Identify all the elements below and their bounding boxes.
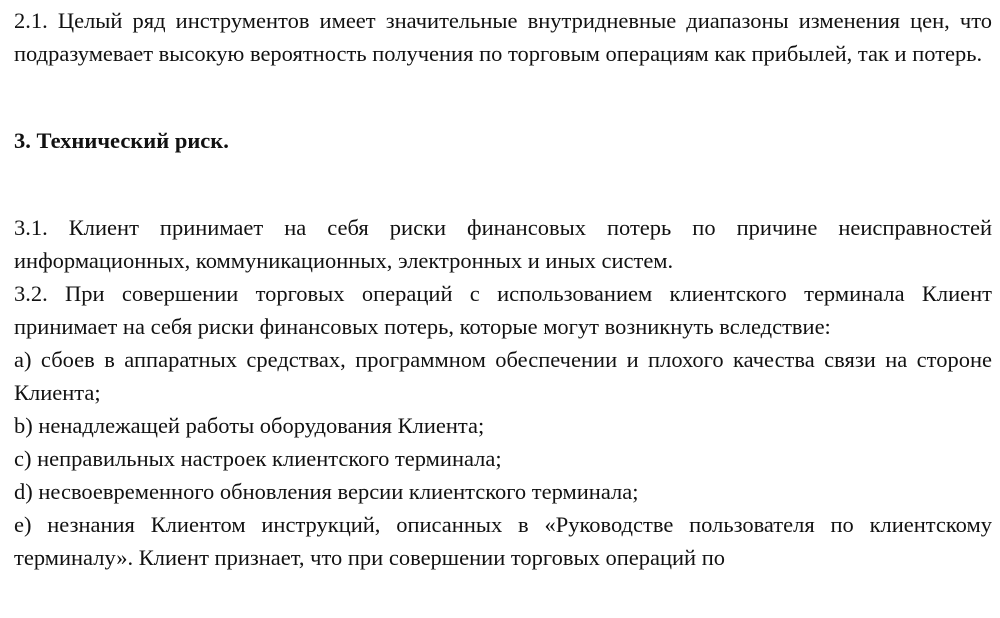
list-item-b: b) ненадлежащей работы оборудования Клиента;	[14, 413, 485, 438]
document-body	[14, 4, 992, 574]
list-item-e: e) незнания Клиентом инструкций, описанных в «Руководстве пользователя по клиентскому терминалу». Клиент признает, что при совершении торговых операций по	[14, 512, 992, 570]
list-item-d: d) несвоевременного обновления версии клиентского терминала;	[14, 479, 639, 504]
paragraph-2-1: 2.1. Целый ряд инструментов имеет значительные внутридневные диапазоны изменения цен, что подразумевает высокую вероятность получения по торговым операциям как прибылей, так и потерь.	[14, 8, 992, 66]
paragraph-3-1: 3.1. Клиент принимает на себя риски финансовых потерь по причине неисправностей информационных, коммуникационных, электронных и иных систем.	[14, 215, 992, 273]
list-item-c: c) неправильных настроек клиентского терминала;	[14, 446, 502, 471]
paragraph-3-2: 3.2. При совершении торговых операций с использованием клиентского терминала Клиент принимает на себя риски финансовых потерь, которые могут возникнуть вследствие:	[14, 281, 992, 339]
section-heading-technical-risk: 3. Технический риск.	[14, 128, 229, 153]
spacer	[14, 70, 992, 124]
spacer	[14, 157, 992, 211]
list-item-a: a) сбоев в аппаратных средствах, программном обеспечении и плохого качества связи на стороне Клиента;	[14, 347, 992, 405]
